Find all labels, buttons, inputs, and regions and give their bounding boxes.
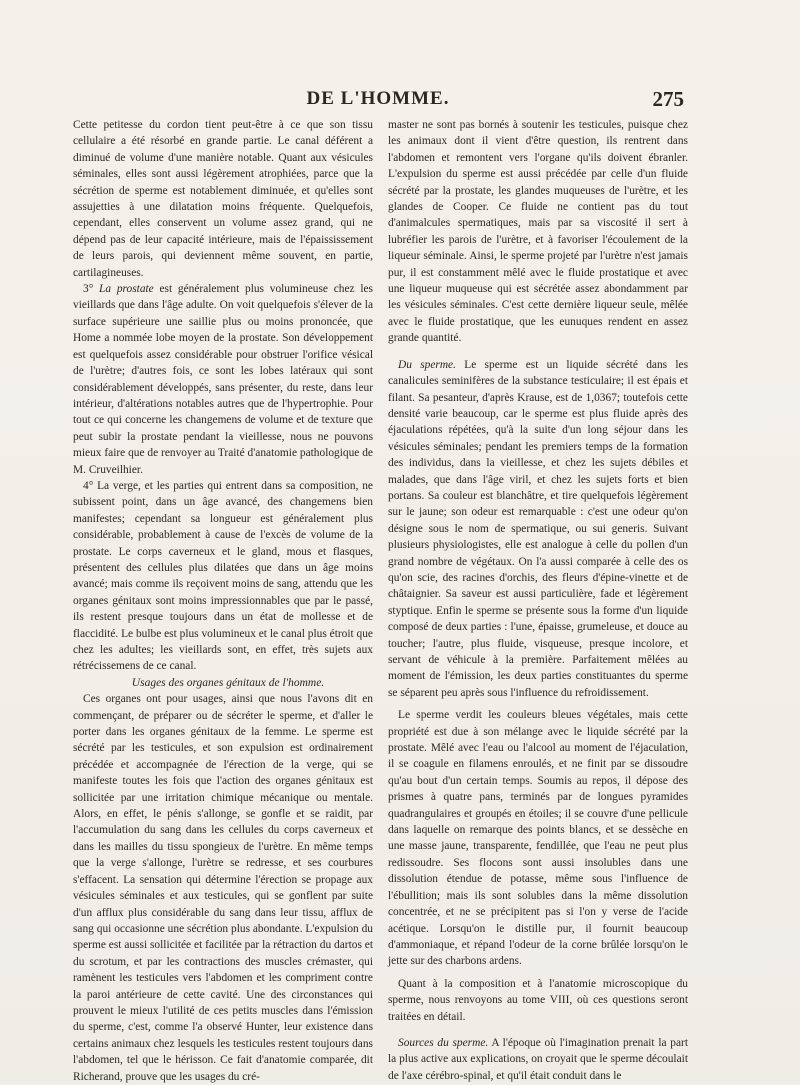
paragraph-lead: Sources du sperme. xyxy=(398,1036,489,1049)
paragraph: Cette petitesse du cordon tient peut-être à ce que son tissu cellulaire a été résorbé en grande partie. Le canal déférent a diminué de volume d'une manière notable. Quant aux vésicules séminales, elles sont aussi légèrement atrophiées, parce que la sécrétion de sperme est notablement diminuée, et qu'elles sont assujetties à une dilatation moins fréquente. Quelquefois, cependant, elles conservent un volume assez grand, qui ne dépend pas de leur capacité intérieure, mais de l'épaississement de leurs parois, qui deviennent même souvent, en partie, cartilagineuses. xyxy=(73,119,373,279)
running-header xyxy=(72,88,684,112)
page-number: 275 xyxy=(652,87,684,111)
paragraph-text: A l'époque où l'imagination prenait la part la plus active aux explications, on croyait que le sperme découlait de l'axe cérébro-spinal, et qu'il était conduit dans le xyxy=(388,1036,688,1082)
paragraph-lead: Du sperme. xyxy=(398,358,456,371)
paragraph: master ne sont pas bornés à soutenir les testicules, puisque chez les animaux dont il vient d'être question, ils rentrent dans l'abdomen et remontent vers l'organe qu'ils doivent ébranler. L'expulsion du sperme est aussi précédée par celle d'un fluide sécrété par la prostate, les glandes muqueuses de l'urètre, et les glandes de Cooper. Ce fluide ne contient pas du tout d'animalcules spermatiques, mais par sa viscosité il sert à lubréfier les parois de l'urètre, et à favoriser l'écoulement de la liqueur séminale. Ainsi, le sperme projeté par l'urètre n'est jamais pur, il est constamment mêlé avec le fluide prostatique et avec une liqueur muqueuse qui est sécrétée assez abondamment par les vésicules séminales. C'est cette dernière liqueur seule, mêlée avec le fluide prostatique, que les eunuques rendent en assez grande quantité. xyxy=(388,119,688,345)
page-title: DE L'HOMME. xyxy=(306,88,450,109)
paragraph-verge: 4° La verge, et les parties qui entrent dans sa composition, ne subissent point, dans un âge avancé, des changemens bien manifestes; cependant sa longueur est généralement plus considérable, probablement à cause de l'excès de volume de la prostate. Le corps caverneux et le gland, mous et flasques, présentent des cellules plus dilatées que dans un âge moins avancé; mais comme ils reçoivent moins de sang, attendu que les organes génitaux sont moins impressionnables que par le passé, ils restent presque toujours dans un état de mollesse et de flaccidité. Le bulbe est plus volumineux et le canal plus étroit que chez les adultes; les vieillards sont, en effet, très sujets aux rétrécissemens de ce canal. xyxy=(73,479,373,673)
paragraph-sources xyxy=(388,1035,688,1084)
paragraph-prostate xyxy=(73,281,373,478)
paragraph: Quant à la composition et à l'anatomie microscopique du sperme, nous renvoyons au tome VIII, où ces questions seront traitées en détail. xyxy=(388,977,688,1023)
section-heading: Usages des organes génitaux de l'homme. xyxy=(131,676,325,689)
paragraph-du-sperme xyxy=(388,357,688,702)
paragraph-number: 3° xyxy=(83,283,94,296)
paragraph-text: est généralement plus volumineuse chez les vieillards que dans l'âge adulte. On voit quelquefois s'élever de la surface supérieure une saillie plus ou moins prononcée, que Home a nommée lobe moyen de la prostate. Son développement est quelquefois assez considérable pour obstruer l'orifice vésical de l'urètre; d'autres fois, ce sont les lobes latéraux qui sont considérablement développés, sans présenter, du reste, dans leur intérieur, d'altérations notables autres que de l'hypertrophie. Pour tout ce qui concerne les changemens de volume et de texture que peut subir la prostate pendant la vieillesse, nous ne pouvons mieux faire que de renvoyer au Traité d'anatomie pathologique de M. Cruveilhier. xyxy=(73,283,373,476)
paragraph-lead: La prostate xyxy=(99,283,154,296)
left-column xyxy=(73,117,373,1085)
paragraph: Le sperme verdit les couleurs bleues végétales, mais cette propriété est due à son mélange avec le liquide sécrété par la prostate. Mêlé avec l'eau ou l'alcool au moment de l'éjaculation, il se coagule en filamens enroulés, et ne finit par se dissoudre qu'au bout d'un certain temps. Soumis au repos, il dépose des prismes à quatre pans, terminés par de longues pyramides quadrangulaires et groupés en étoiles; il se couvre d'une pellicule dans laquelle on remarque des points blancs, et se dessèche en une masse jaune, transparente, fendillée, que l'eau ne peut plus redissoudre. Ses flocons sont aussi insolubles dans une dissolution étendue de potasse, même sous l'influence de l'ébullition; mais ils sont solubles dans la même dissolution concentrée, et ne se précipitent pas si l'on y verse de l'acide acétique. Lorsqu'on le distille pur, il fournit beaucoup d'ammoniaque, et répand l'odeur de la corne brûlée lorsqu'on le jette sur des charbons ardens. xyxy=(388,709,688,968)
right-column xyxy=(388,117,688,1084)
paragraph: Ces organes ont pour usages, ainsi que nous l'avons dit en commençant, de préparer ou de sécréter le sperme, et d'aller le porter dans les organes génitaux de la femme. Le sperme est sécrété par les testicules, et son expulsion est ordinairement précédée et accompagnée de l'érection de la verge, qui se manifeste toutes les fois que l'action des organes génitaux est sollicitée par une irritation chimique mécanique ou mentale. Alors, en effet, le pénis s'allonge, se gonfle et se raidit, par l'accumulation du sang dans les cellules du corps caverneux et dans les mailles du tissu spongieux de l'urètre. En même temps que la verge s'allonge, l'urètre se redresse, et ses courbures s'effacent. La sensation qui détermine l'érection se propage aux vésicules séminales et aux testicules, qui se gonflent par suite d'un afflux plus considérable du sang dans leur tissu, afflux de sang qui occasionne une sécrétion plus abondante. L'expulsion du sperme est aussi sollicitée et facilitée par la rétraction du dartos et du scrotum, et par les contractions des muscles crémaster, qui ramènent les testicules vers l'abdomen et les compriment contre la paroi antérieure de cette cavité. Une des circonstances qui prouvent le mieux l'utilité de ces petits muscles dans l'émission du sperme, c'est, comme l'a observé Hunter, leur existence dans certains animaux chez lesquels les testicules restent toujours dans l'abdomen, tel que le hérisson. Ce fait d'anatomie comparée, dit Richerand, prouve que les usages du cré- xyxy=(73,693,373,1083)
paragraph-text: Le sperme est un liquide sécrété dans les canalicules seminifères de la substance testiculaire; il est épais et filant. Sa pesanteur, d'après Krause, est de 1,0367; toutefois cette densité varie beaucoup, car le sperme est plus fluide après des éjaculations répétées, qu'à la suite d'un long séjour dans les vésicules séminales; pendant les premiers temps de la formation des individus, dans la vieillesse, et chez les sujets débiles et malades, que dans l'âge viril, et chez les sujets forts et bien portans. Sa couleur est blanchâtre, et tire quelquefois légèrement sur le jaune; son odeur est remarquable : c'est une odeur qu'on désigne sous le nom de spermatique, ou sui generis. Suivant plusieurs physiologistes, elle est analogue à celle du pollen d'un grand nombre de végétaux. On l'a aussi comparée à celle des os qu'on scie, des racines d'orchis, des fleurs d'épine-vinette et de châtaignier. Sa saveur est aussi particulière, fade et légèrement styptique. Enfin le sperme se présente sous la forme d'un liquide composé de deux parties : l'une, épaisse, grumeleuse, et douce au toucher; l'autre, plus fluide, visqueuse, presque incolore, et servant de véhicule à la première. Parfaitement mêlées au moment de l'émission, les deux parties constituantes du sperme se séparent peu après sous l'influence du refroidissement. xyxy=(388,358,689,699)
